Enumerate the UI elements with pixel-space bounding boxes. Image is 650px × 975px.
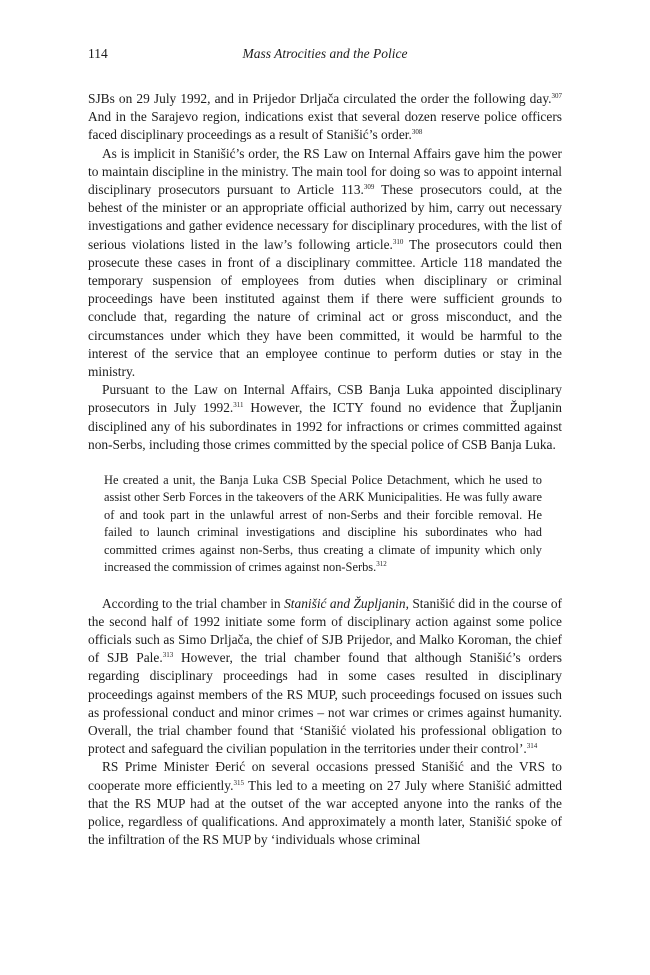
text-run: This led to a meeting on 27 July where Stanišić admitted that the RS MUP had at the outset of the war accepted anyone into the ranks of the police, regardless of qualifications. And approximately a month later, Stanišić spoke of the infiltration of the RS MUP by ‘individuals whose criminal bbox=[88, 777, 563, 848]
page-header bbox=[88, 46, 562, 66]
text-run: Pursuant to the Law on Internal Affairs, CSB Banja Luka appointed disciplinary prosecutors in July 1992. bbox=[88, 382, 562, 416]
text-run: SJBs on 29 July 1992, and in Prijedor Drljača circulated the order the following day. bbox=[88, 91, 552, 106]
footnote-marker: 309 bbox=[363, 183, 375, 192]
paragraph bbox=[88, 595, 562, 759]
text-run: As is implicit in Stanišić’s order, the RS Law on Internal Affairs gave him the power to maintain discipline in the ministry. The main tool for doing so was to appoint internal disciplinary prosecutors pursuant to Article 113. bbox=[88, 145, 562, 198]
running-title: Mass Atrocities and the Police bbox=[242, 46, 408, 61]
text-run: However, the trial chamber found that although Stanišić’s orders regarding disciplinary proceedings had in some cases resulted in disciplinary proceedings against members of the RS MUP, such proceedings focused on issues such as professional conduct and minor crimes – not war crimes or crimes against humanity. Overall, the trial chamber found that ‘Stanišić violated his professional obligation to protect and safeguard the civilian population in the territories under their control’. bbox=[88, 650, 562, 757]
paragraph bbox=[88, 90, 562, 145]
paragraph bbox=[88, 758, 562, 849]
footnote-marker: 313 bbox=[162, 651, 174, 660]
page-number: 114 bbox=[88, 46, 108, 61]
paragraph bbox=[88, 145, 562, 382]
footnote-marker: 312 bbox=[376, 560, 387, 569]
text-run: However, the ICTY found no evidence that Župljanin disciplined any of his subordinates in 1992 for infractions or crimes committed against non-Serbs, including those crimes committed by the special police of CSB Banja Luka. bbox=[88, 400, 562, 452]
text-run: And in the Sarajevo region, indications exist that several dozen reserve police officers faced disciplinary proceedings as a result of Stanišić’s order. bbox=[88, 109, 562, 143]
block-quote bbox=[104, 472, 542, 576]
text-run: The prosecutors could then prosecute these cases in front of a disciplinary committee. Article 118 mandated the temporary suspension of employees from duties when disciplinary or criminal proceedings have been instituted against them if there were sufficient grounds to conclude that, regarding the nature of criminal act or gross misconduct, and the circumstances under which they have been committed, it would be harmful to the interest of the service that an employee continue to perform duties or stay in the ministry. bbox=[88, 236, 563, 380]
footnote-marker: 315 bbox=[233, 778, 244, 787]
footnote-marker: 310 bbox=[392, 237, 404, 246]
italic-text: Stanišić and Župljanin bbox=[284, 595, 406, 611]
footnote-marker: 311 bbox=[233, 401, 244, 410]
footnote-marker: 307 bbox=[551, 92, 562, 100]
text-run: RS Prime Minister Đerić on several occasions pressed Stanišić and the VRS to cooperate more efficiently. bbox=[88, 759, 562, 793]
footnote-marker: 314 bbox=[526, 742, 538, 751]
text-run: He created a unit, the Banja Luka CSB Special Police Detachment, which he used to assist other Serb Forces in the takeovers of the ARK Municipalities. He was fully aware of and took part in the unlawful arrest of non-Serbs and their forcible removal. He failed to launch criminal investigations and discipline his subordinates who had committed crimes against non-Serbs, thus creating a climate of impunity which only increased the commission of crimes against non-Serbs. bbox=[104, 473, 542, 575]
footnote-marker: 308 bbox=[411, 128, 423, 137]
text-run: , Stanišić did in the course of the second half of 1992 initiate some form of disciplinary action against some police officials such as Simo Drljača, the chief of SJB Prijedor, and Malko Koroman, the chief of SJB Pale. bbox=[88, 595, 562, 666]
paragraph bbox=[88, 381, 562, 454]
text-run: These prosecutors could, at the behest of the minister or an appropriate official authorized by him, carry out necessary investigations and gather evidence necessary for disciplinary procedures, with the list of serious violations listed in the law’s following article. bbox=[88, 182, 562, 252]
text-run: According to the trial chamber in bbox=[102, 595, 285, 611]
body-text bbox=[88, 90, 562, 849]
